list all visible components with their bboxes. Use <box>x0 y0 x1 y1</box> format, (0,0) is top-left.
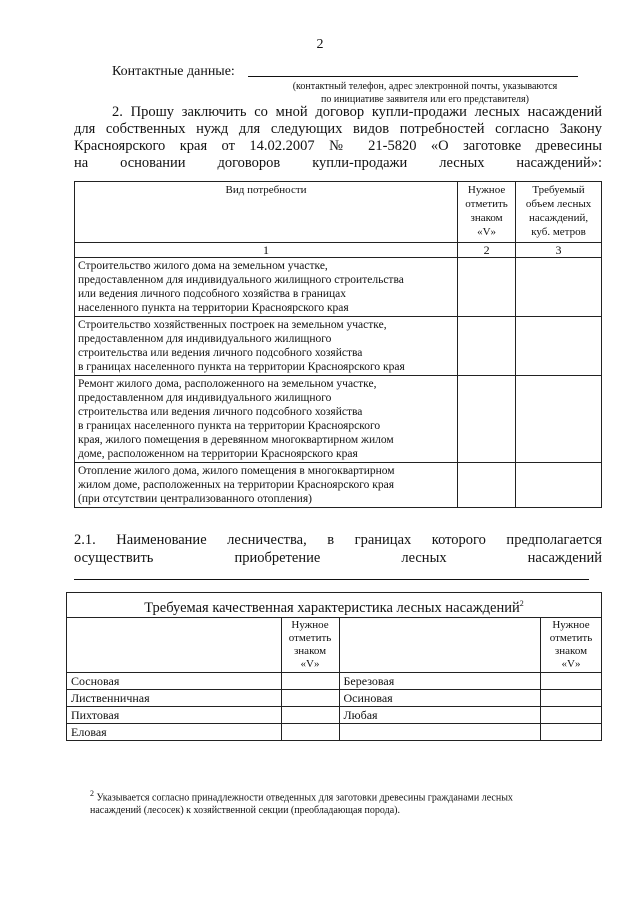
need-description: Ремонт жилого дома, расположенного на земельном участке, предоставленном для индивидуального жилищного строительства или ведения личного подсобного хозяйства в границах населенного пункта на территории Красноярского края, жилого помещения в деревянном многоквартирном жилом доме, расположенном на территории Красноярского края <box>75 376 458 463</box>
mark-cell[interactable] <box>541 706 602 723</box>
quality-table <box>66 592 602 741</box>
section2-line3: Красноярского края от 14.02.2007 № 21-5820 «О заготовке древесины <box>74 138 602 154</box>
page-number: 2 <box>316 37 324 52</box>
mark-cell[interactable] <box>541 689 602 706</box>
quality-table-title-row <box>67 593 602 618</box>
header-mark: Нужное отметить знаком «V» <box>458 182 516 243</box>
contact-note-line2: по инициативе заявителя или его представителя) <box>321 94 529 105</box>
section21-line1: 2.1. Наименование лесничества, в границах которого предполагается <box>74 532 602 548</box>
mark-cell[interactable] <box>458 463 516 508</box>
table-row <box>67 723 602 740</box>
tree-type-label: Еловая <box>67 723 282 740</box>
volume-cell[interactable] <box>516 317 602 376</box>
footnote-line1: $^2$ Указывается согласно принадлежности отведенных для заготовки древесины гражданами лесных <box>90 789 513 804</box>
section2-paragraph <box>74 104 602 172</box>
contact-note <box>270 80 580 106</box>
header-empty-right <box>339 617 541 672</box>
tree-type-label: Лиственничная <box>67 689 282 706</box>
volume-cell[interactable] <box>516 258 602 317</box>
table-row <box>75 463 602 508</box>
tree-type-label: Сосновая <box>67 672 282 689</box>
mark-cell[interactable] <box>458 258 516 317</box>
contact-note-line1: (контактный телефон, адрес электронной почты, указываются <box>292 81 558 92</box>
table-row <box>67 689 602 706</box>
contact-input-line[interactable] <box>248 76 578 77</box>
footnote-line2: насаждений (лесосек) к хозяйственной секции (преобладающая порода). <box>90 805 400 817</box>
needs-table-header <box>75 182 602 243</box>
table-row <box>75 258 602 317</box>
header-need-type: Вид потребности <box>75 182 458 243</box>
needs-table <box>74 181 602 508</box>
section21-line2: осуществить приобретение лесных насаждений <box>74 550 602 566</box>
mark-cell[interactable] <box>281 706 339 723</box>
mark-cell[interactable] <box>281 672 339 689</box>
table-row <box>75 317 602 376</box>
need-description: Отопление жилого дома, жилого помещения в многоквартирном жилом доме, расположенных на территории Красноярского края (при отсутствии централизованного отопления) <box>75 463 458 508</box>
column-numbers-row <box>75 243 602 258</box>
forestry-name-input-line[interactable] <box>74 579 589 580</box>
header-volume: Требуемый объем лесных насаждений, куб. метров <box>516 182 602 243</box>
table-row <box>67 672 602 689</box>
mark-cell[interactable] <box>458 317 516 376</box>
volume-cell[interactable] <box>516 376 602 463</box>
header-mark-left: Нужное отметить знаком «V» <box>281 617 339 672</box>
col-number-3: 3 <box>516 243 602 258</box>
section2-line2: для собственных нужд для следующих видов потребностей согласно Закону <box>74 121 602 137</box>
header-mark-right: Нужное отметить знаком «V» <box>541 617 602 672</box>
mark-cell[interactable] <box>281 723 339 740</box>
tree-type-label <box>339 723 541 740</box>
table-row <box>67 706 602 723</box>
header-empty-left <box>67 617 282 672</box>
mark-cell[interactable] <box>541 672 602 689</box>
section2-line1: 2. Прошу заключить со мной договор купли-продажи лесных насаждений <box>112 104 602 120</box>
need-description: Строительство хозяйственных построек на земельном участке, предоставленном для индивидуального жилищного строительства или ведения личного подсобного хозяйства в границах населенного пункта на территории Красноярского края <box>75 317 458 376</box>
table-row <box>75 376 602 463</box>
tree-type-label: Осиновая <box>339 689 541 706</box>
need-description: Строительство жилого дома на земельном участке, предоставленном для индивидуального жилищного строительства или ведения личного подсобного хозяйства в границах населенного пункта на территории Красноярского края <box>75 258 458 317</box>
tree-type-label: Любая <box>339 706 541 723</box>
col-number-1: 1 <box>75 243 458 258</box>
mark-cell[interactable] <box>541 723 602 740</box>
tree-type-label: Березовая <box>339 672 541 689</box>
quality-table-title: Требуемая качественная характеристика лесных насаждений$^2$ <box>67 593 602 618</box>
tree-type-label: Пихтовая <box>67 706 282 723</box>
section2-line4: на основании договоров купли-продажи лесных насаждений»: <box>74 155 602 171</box>
contact-label: Контактные данные: <box>112 64 235 79</box>
section21-paragraph <box>74 531 602 567</box>
footnote <box>90 787 590 817</box>
mark-cell[interactable] <box>458 376 516 463</box>
volume-cell[interactable] <box>516 463 602 508</box>
mark-cell[interactable] <box>281 689 339 706</box>
quality-table-header <box>67 617 602 672</box>
col-number-2: 2 <box>458 243 516 258</box>
